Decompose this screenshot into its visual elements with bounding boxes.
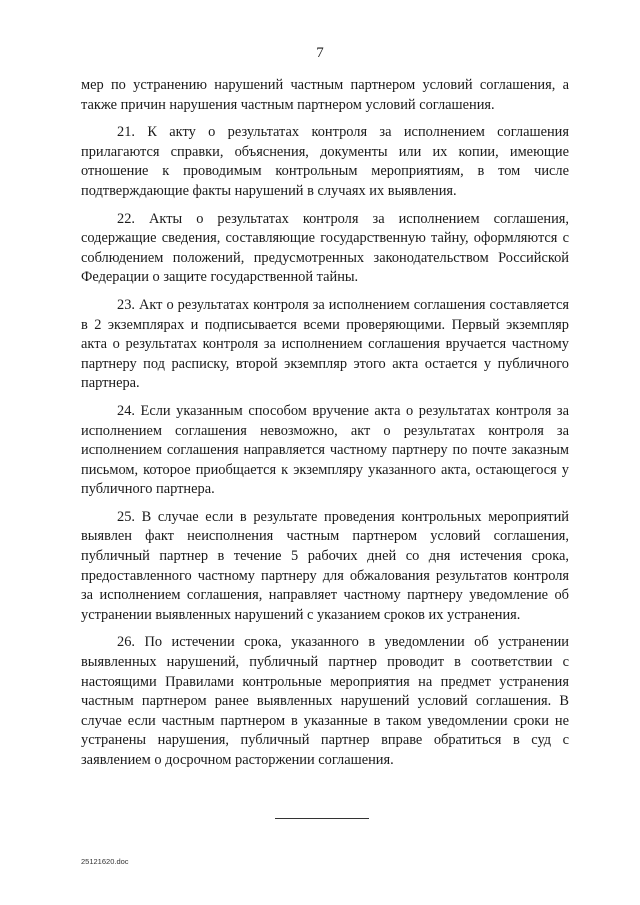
paragraph-25: 25. В случае если в результате проведения контрольных мероприятий выявлен факт неисполнения частным партнером условий соглашения, публичный партнер в течение 5 рабочих дней со дня истечения срока, предоставленного частному партнеру для обжалования результатов контроля за исполнением соглашения, направляет частному партнеру уведомление об устранении выявленных нарушений с указанием сроков их устранения. (81, 508, 569, 623)
paragraph-26: 26. По истечении срока, указанного в уведомлении об устранении выявленных нарушений, публичный партнер проводит в соответствии с настоящими Правилами контрольные мероприятия на предмет устранения частным партнером ранее выявленных нарушений условий соглашения. В случае если частным партнером в указанные в таком уведомлении сроки не устранены нарушения, публичный партнер вправе обратиться в суд с заявлением о досрочном расторжении соглашения. (81, 634, 569, 768)
paragraph-continuation: мер по устранению нарушений частным партнером условий соглашения, а также причин нарушения частным партнером условий соглашения. (81, 77, 569, 113)
page-number: 7 (316, 45, 324, 61)
paragraph-21: 21. К акту о результатах контроля за исполнением соглашения прилагаются справки, объяснения, документы или их копии, имеющие отношение к проводимым контрольным мероприятиям, в том числе подтверждающие факты нарушений в случаях их выявления. (81, 124, 569, 199)
paragraph-24: 24. Если указанным способом вручение акта о результатах контроля за исполнением соглашения невозможно, акт о результатах контроля за исполнением соглашения направляется частному партнеру по почте заказным письмом, которое приобщается к экземпляру указанного акта, остающегося у публичного партнера. (81, 402, 569, 498)
paragraph-23: 23. Акт о результатах контроля за исполнением соглашения составляется в 2 экземплярах и подписывается всеми проверяющими. Первый экземпляр акта о результатах контроля за исполнением соглашения вручается частному партнеру под расписку, второй экземпляр этого акта остается у публичного партнера. (81, 296, 569, 392)
end-of-text-rule (275, 818, 369, 819)
document-body (81, 76, 569, 779)
paragraph-22: 22. Акты о результатах контроля за исполнением соглашения, содержащие сведения, составляющие государственную тайну, оформляются с соблюдением положений, предусмотренных законодательством Российской Федерации о защите государственной тайны. (81, 210, 569, 286)
footer-file-name: 25121620.doc (81, 857, 129, 866)
